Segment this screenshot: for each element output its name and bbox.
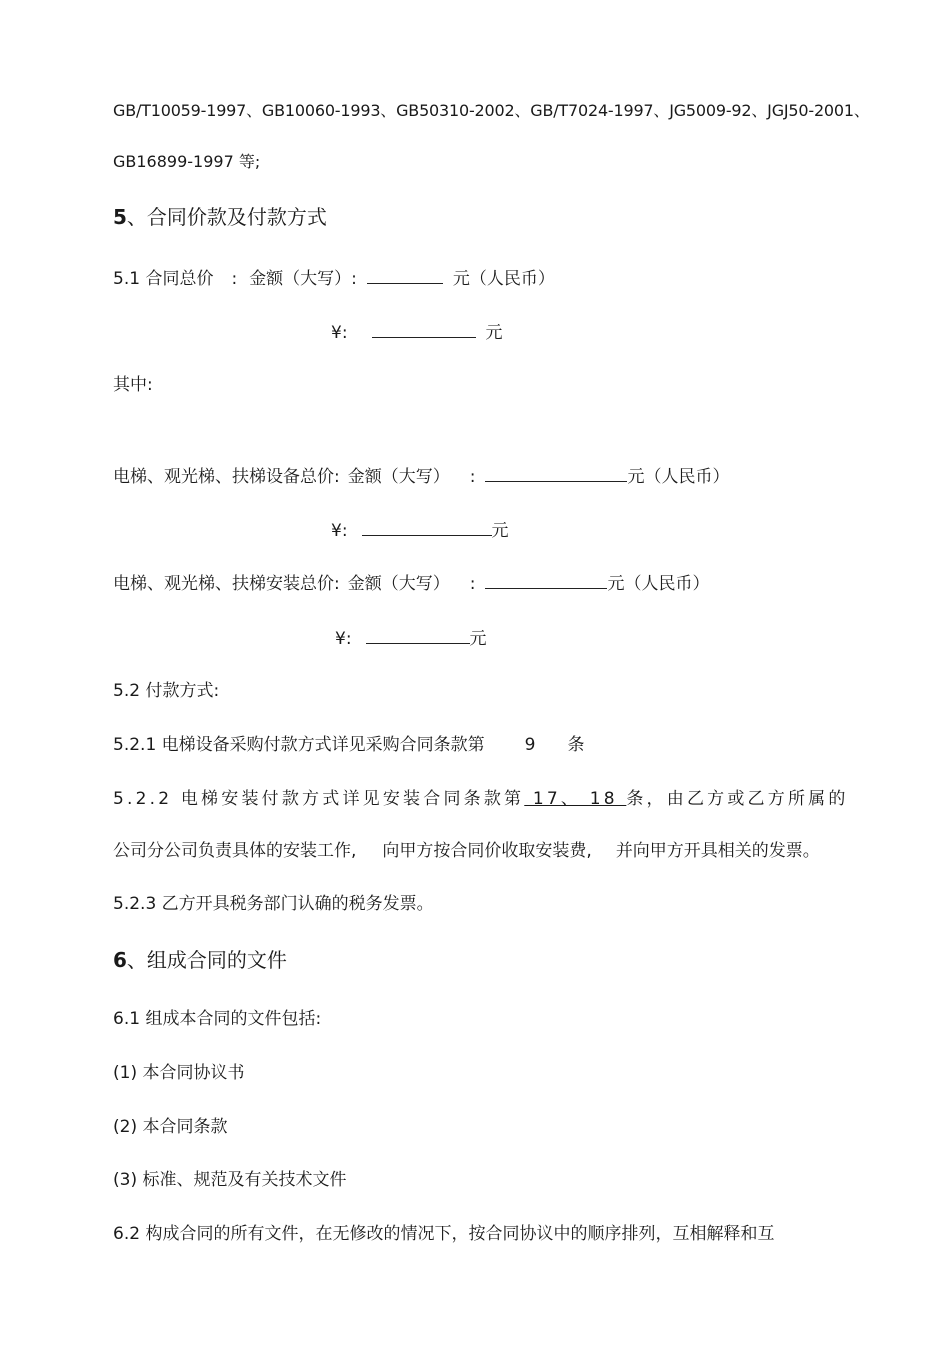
standards-line-2: GB16899-1997 等; [113, 152, 261, 171]
equipment-total-line [113, 464, 729, 488]
clause-5-2-2-number: 17、 18 [524, 789, 627, 809]
clause-5-2-2-part-c: 并向甲方开具相关的发票。 [615, 841, 820, 861]
install-total-label: 电梯、观光梯、扶梯安装总价: [113, 574, 340, 594]
equipment-total-label: 电梯、观光梯、扶梯设备总价: [113, 467, 340, 487]
clause-5-2-1-number: 9 [524, 735, 536, 755]
clause-5-2-2-text: 5.2.2 电梯安装付款方式详见安装合同条款第 [113, 789, 525, 809]
equipment-words-blank[interactable] [485, 464, 627, 482]
yen-label: ¥: [331, 323, 348, 343]
yuan-label: 元 [469, 629, 487, 649]
clause-5-2-1-tail: 条 [567, 735, 585, 755]
standards-line-1: GB/T10059-1997、GB10060-1993、GB50310-2002、GB/T7024-1997、JG5009-92、JGJ50-2001、 [113, 101, 870, 120]
section-6-title: 、组成合同的文件 [126, 948, 287, 972]
install-total-line [113, 571, 709, 595]
section-6-number: 6 [113, 948, 127, 972]
section-5-heading [113, 204, 327, 230]
clause-5-2-1 [113, 734, 585, 756]
total-yen-line [331, 320, 503, 344]
amount-in-words-label: 金额（大写）: [249, 269, 357, 289]
clause-5-2-2-part-a: 公司分公司负责具体的安装工作, [113, 841, 357, 861]
clause-5-2-2-tail: 条，由乙方或乙方所属的 [626, 789, 849, 809]
yuan-label: 元 [491, 521, 509, 541]
clause-5-2-2-line-2 [113, 840, 820, 862]
install-colon: : [469, 574, 476, 594]
equipment-yen-line [331, 518, 509, 542]
clause-5-1 [113, 266, 555, 290]
clause-6-1: 6.1 组成本合同的文件包括: [113, 1009, 322, 1029]
equipment-rmb-label: 元（人民币） [627, 467, 730, 487]
yen-label: ¥: [335, 629, 352, 649]
section-5-title: 、合同价款及付款方式 [126, 205, 327, 229]
install-rmb-label: 元（人民币） [607, 574, 710, 594]
clause-5-2-2-part-b: 向甲方按合同价收取安装费, [382, 841, 592, 861]
total-yen-blank[interactable] [372, 320, 476, 338]
clause-5-2-2 [113, 788, 849, 810]
clause-6-2: 6.2 构成合同的所有文件，在无修改的情况下，按合同协议中的顺序排列，互相解释和互 [113, 1224, 775, 1244]
list-item: (2) 本合同条款 [113, 1117, 228, 1137]
list-item: (3) 标准、规范及有关技术文件 [113, 1170, 347, 1190]
equipment-colon: : [469, 467, 476, 487]
total-words-blank[interactable] [367, 266, 443, 284]
currency-rmb-label: 元（人民币） [452, 269, 555, 289]
clause-5-1-label: 5.1 合同总价 [113, 269, 214, 289]
section-6-heading [113, 947, 287, 973]
section-5-number: 5 [113, 205, 127, 229]
install-yen-blank[interactable] [366, 626, 470, 644]
clause-5-2: 5.2 付款方式: [113, 681, 220, 701]
list-item: (1) 本合同协议书 [113, 1063, 245, 1083]
yen-label: ¥: [331, 521, 348, 541]
among-label: 其中: [113, 375, 153, 395]
install-yen-line [335, 626, 487, 650]
equipment-words-label: 金额（大写） [347, 467, 450, 487]
clause-5-1-colon: : [231, 269, 238, 289]
clause-5-2-1-text: 5.2.1 电梯设备采购付款方式详见采购合同条款第 [113, 735, 485, 755]
clause-5-2-3: 5.2.3 乙方开具税务部门认确的税务发票。 [113, 894, 434, 914]
install-words-label: 金额（大写） [347, 574, 450, 594]
install-words-blank[interactable] [485, 571, 607, 589]
yuan-label: 元 [485, 323, 503, 343]
equipment-yen-blank[interactable] [362, 518, 492, 536]
